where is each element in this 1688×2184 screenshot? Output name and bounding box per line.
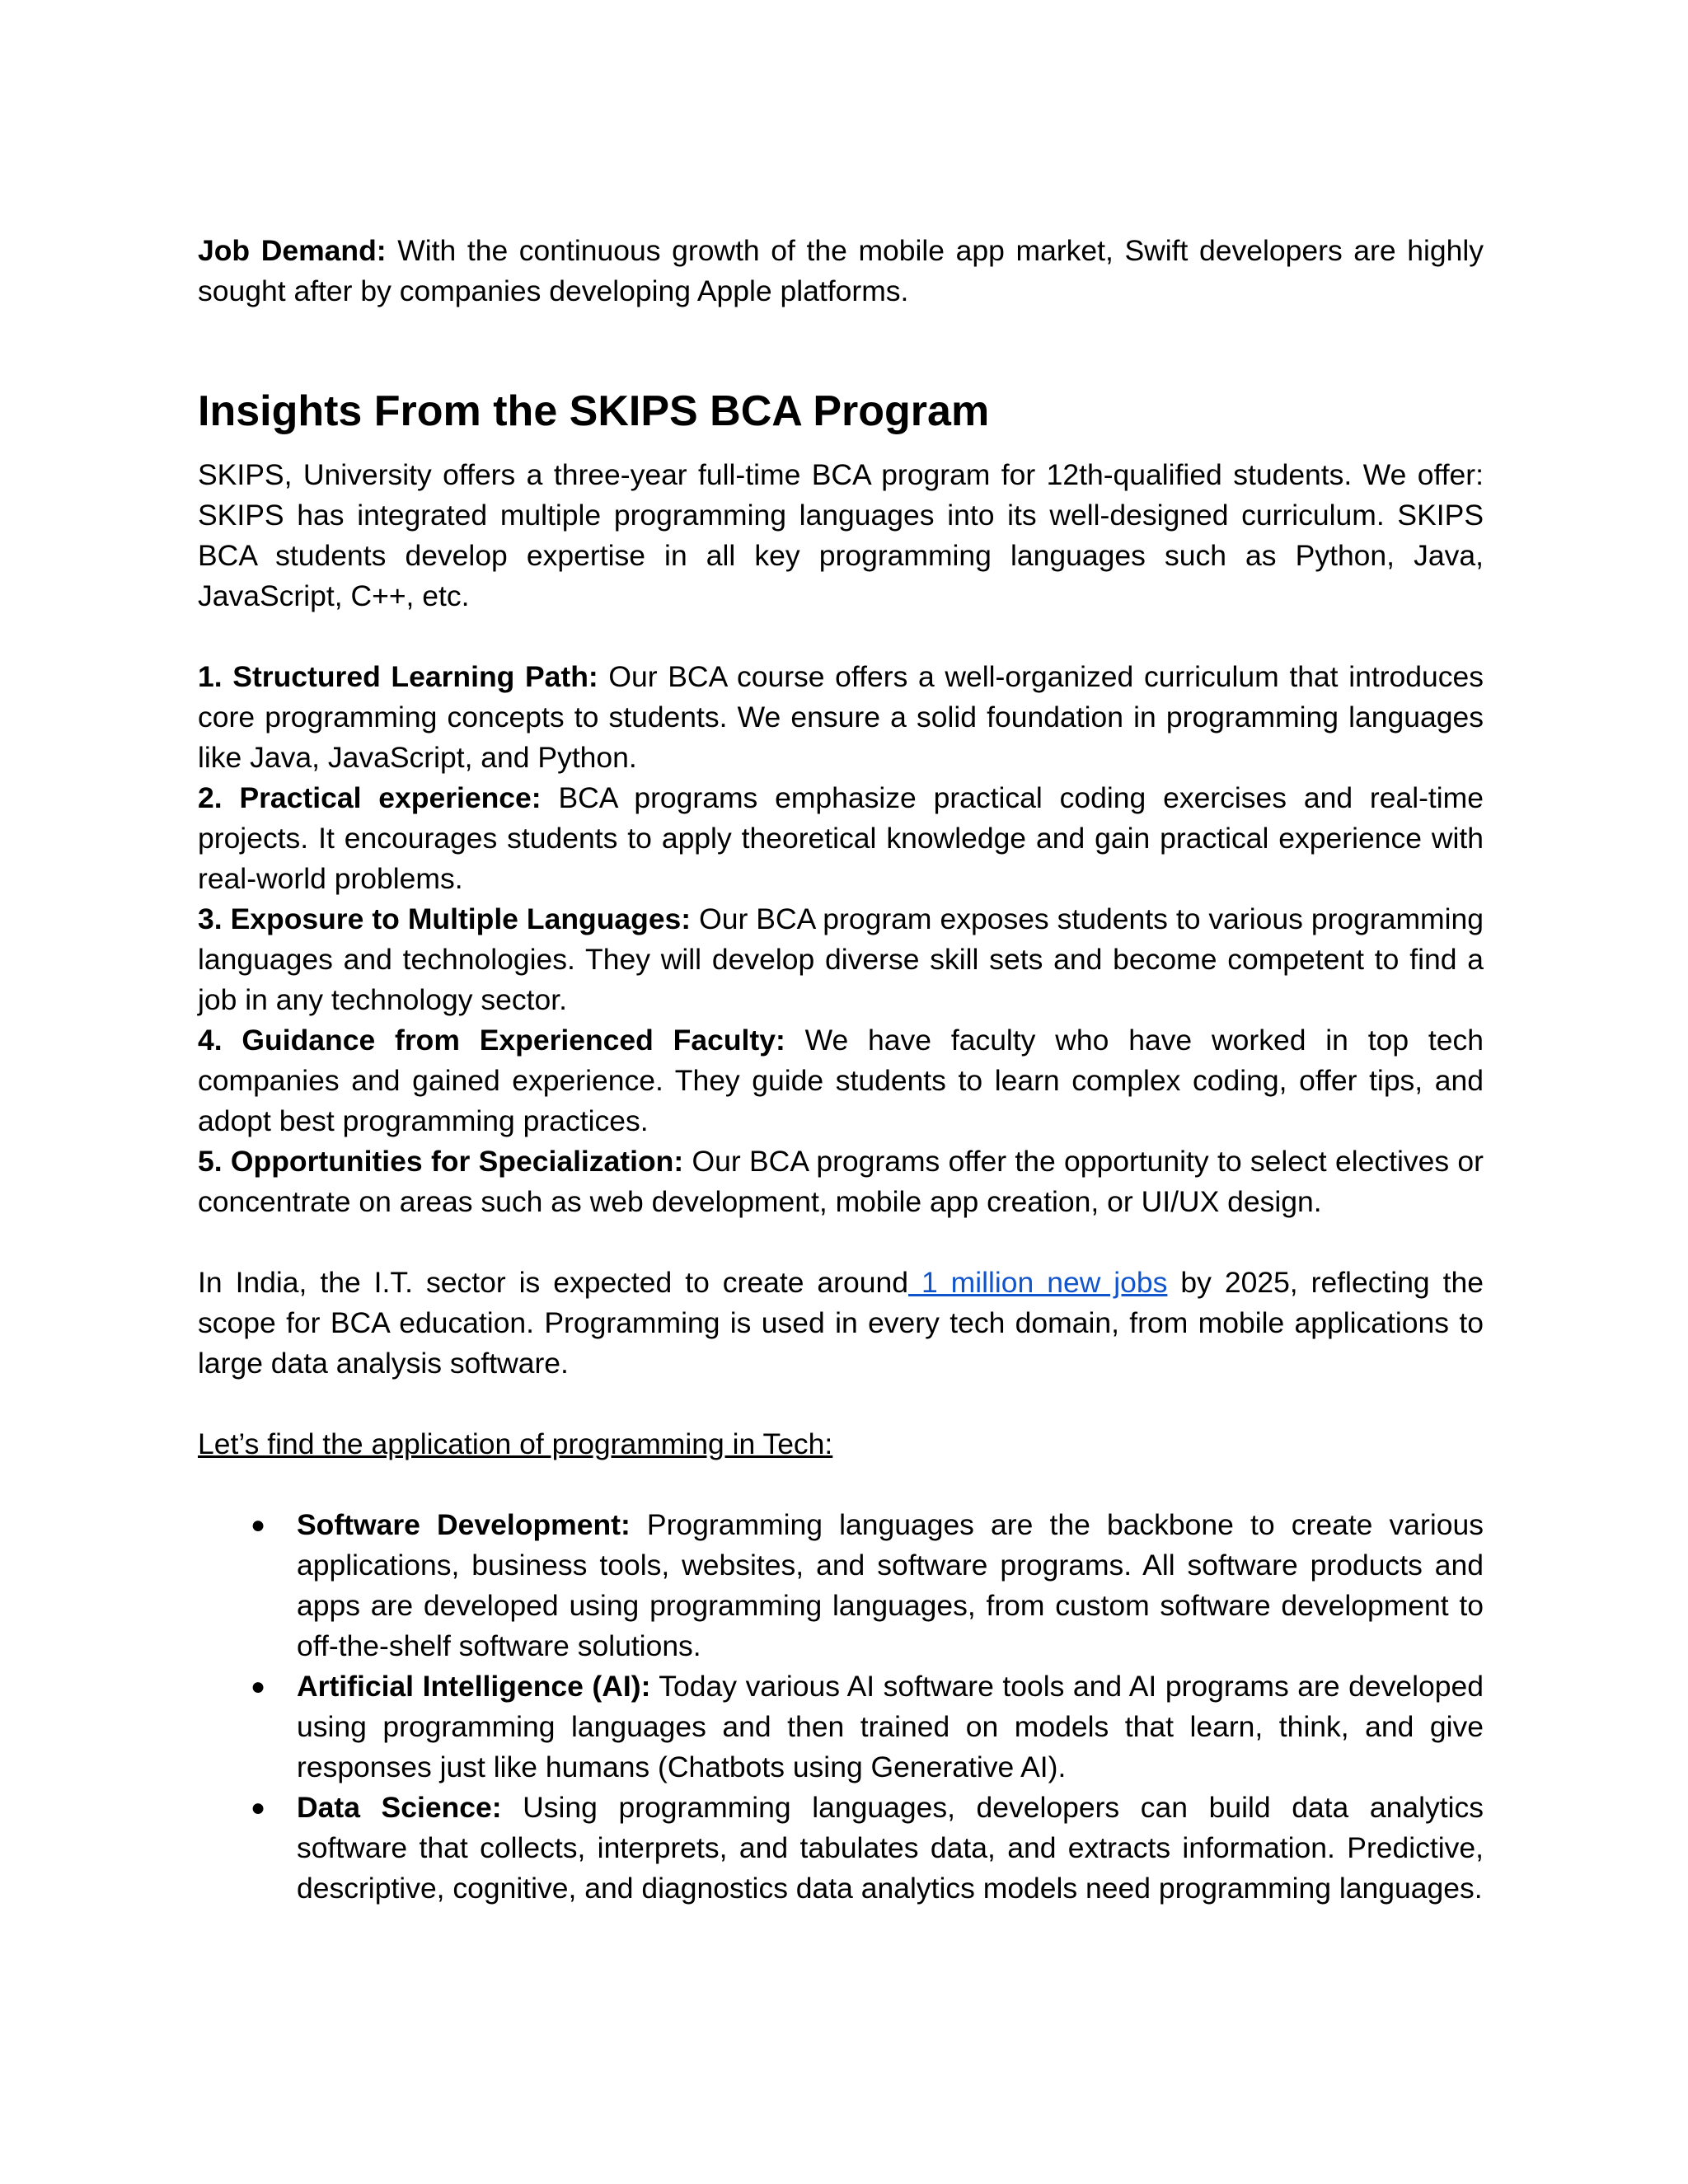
spacer <box>198 616 1484 657</box>
numbered-item-label: 3. Exposure to Multiple Languages: <box>198 902 692 935</box>
numbered-item <box>198 778 1484 899</box>
india-text-before: In India, the I.T. sector is expected to create around <box>198 1266 908 1299</box>
million-jobs-link[interactable]: 1 million new jobs <box>907 1266 1168 1299</box>
bullet-icon: ● <box>251 1511 266 1539</box>
numbered-list <box>198 657 1484 1222</box>
numbered-item-text: Our BCA program exposes students to various programming languages and technologies. They will develop diverse skill sets and become competent to find a job in any technology sector. <box>198 902 1484 1016</box>
list-item <box>198 1666 1484 1788</box>
list-item-label: Data Science: <box>297 1791 502 1824</box>
numbered-item <box>198 899 1484 1020</box>
applications-list <box>198 1505 1484 1909</box>
list-item-text: Programming languages are the backbone to create various applications, business tools, websites, and software programs. All software products and apps are developed using programming languages, from custom software development to off-the-shelf software solutions. <box>297 1508 1484 1662</box>
job-demand-text: With the continuous growth of the mobile app market, Swift developers are highly sought after by companies developing Apple platforms. <box>198 234 1484 307</box>
india-paragraph <box>198 1263 1484 1384</box>
spacer <box>198 1465 1484 1505</box>
numbered-item-text: Our BCA programs offer the opportunity to select electives or concentrate on areas such as web development, mobile app creation, or UI/UX design. <box>198 1145 1484 1218</box>
document-page <box>198 231 1484 1909</box>
numbered-item-label: 1. Structured Learning Path: <box>198 660 598 693</box>
numbered-item-text: We have faculty who have worked in top tech companies and gained experience. They guide students to learn complex coding, offer tips, and adopt best programming practices. <box>198 1024 1484 1137</box>
applications-heading: Let’s find the application of programming in Tech: <box>198 1427 833 1460</box>
bullet-icon: ● <box>251 1673 266 1700</box>
job-demand-label: Job Demand: <box>198 234 387 267</box>
job-demand-paragraph <box>198 231 1484 312</box>
list-item-text: Using programming languages, developers can build data analytics software that collects, interprets, and tabulates data, and extracts information. Predictive, descriptive, cognitive, and diagnostics data analytics models need programming languages. <box>297 1791 1484 1905</box>
numbered-item <box>198 1141 1484 1222</box>
intro-paragraph: SKIPS, University offers a three-year full-time BCA program for 12th-qualified students. We offer: SKIPS has integrated multiple programming languages into its well-designed curriculum. SKIPS BCA students develop expertise in all key programming languages such as Python, Java, JavaScript, C++, etc. <box>198 458 1484 612</box>
numbered-item <box>198 657 1484 778</box>
list-item-label: Software Development: <box>297 1508 631 1541</box>
numbered-item-text: BCA programs emphasize practical coding exercises and real-time projects. It encourages students to apply theoretical knowledge and gain practical experience with real-world problems. <box>198 781 1484 895</box>
spacer <box>198 1222 1484 1263</box>
numbered-item-label: 2. Practical experience: <box>198 781 542 814</box>
list-item-label: Artificial Intelligence (AI): <box>297 1670 651 1703</box>
list-item-text: Today various AI software tools and AI programs are developed using programming languages and then trained on models that learn, think, and give responses just like humans (Chatbots using Generative AI). <box>297 1670 1484 1783</box>
section-heading: Insights From the SKIPS BCA Program <box>198 387 990 435</box>
spacer <box>198 1384 1484 1424</box>
list-item <box>198 1788 1484 1909</box>
numbered-item-text: Our BCA course offers a well-organized curriculum that introduces core programming concepts to students. We ensure a solid foundation in programming languages like Java, JavaScript, and Python. <box>198 660 1484 774</box>
numbered-item-label: 4. Guidance from Experienced Faculty: <box>198 1024 785 1057</box>
spacer <box>198 312 1484 386</box>
india-text-after: by 2025, reflecting the scope for BCA education. Programming is used in every tech domain, from mobile applications to large data analysis software. <box>198 1266 1484 1380</box>
numbered-item <box>198 1020 1484 1141</box>
list-item <box>198 1505 1484 1666</box>
numbered-item-label: 5. Opportunities for Specialization: <box>198 1145 684 1178</box>
bullet-icon: ● <box>251 1794 266 1821</box>
